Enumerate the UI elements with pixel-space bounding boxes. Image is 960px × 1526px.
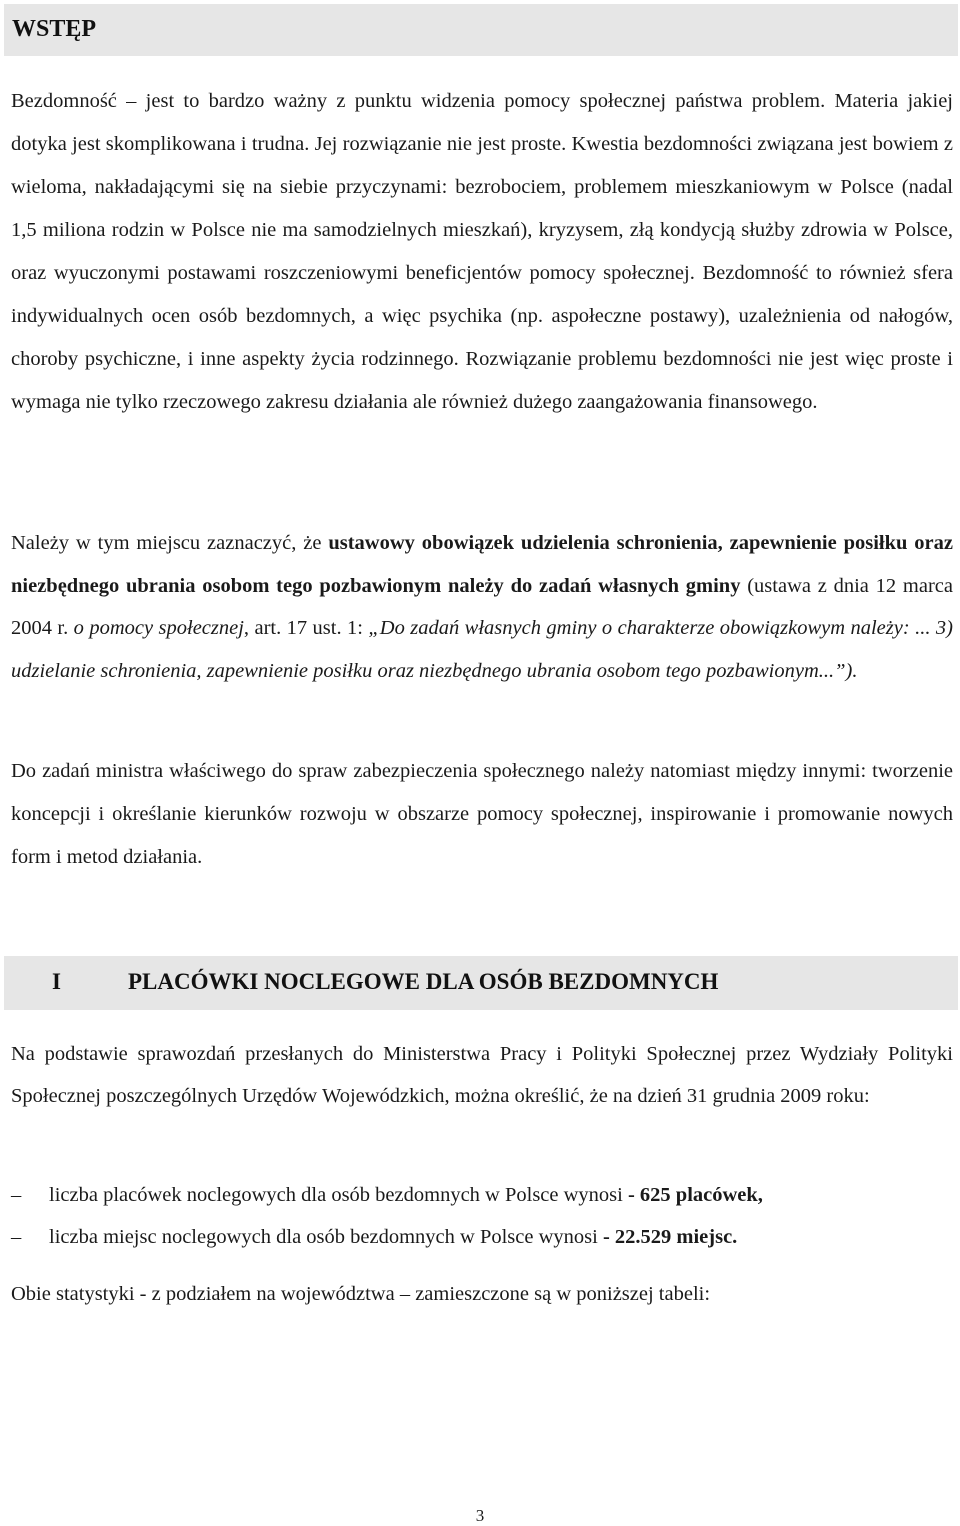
dash-bullet: – bbox=[11, 1184, 22, 1206]
section-title: PLACÓWKI NOCLEGOWE DLA OSÓB BEZDOMNYCH bbox=[128, 969, 719, 994]
list-item bbox=[11, 1216, 953, 1258]
list-item-value: - 22.529 miejsc. bbox=[602, 1226, 738, 1248]
heading-title: WSTĘP bbox=[12, 16, 97, 42]
duty-bold-statement: ustawowy obowiązek udzielenia schronienia, zapewnienie posiłku oraz niezbędnego ubrania osobom tego pozbawionym należy do zadań własnych gminy bbox=[11, 532, 953, 597]
page-number: 3 bbox=[475, 1506, 485, 1525]
duty-paragraph bbox=[11, 522, 953, 692]
list-item-text: liczba miejsc noclegowych dla osób bezdomnych w Polsce wynosi bbox=[49, 1226, 603, 1248]
section-number: I bbox=[52, 969, 61, 994]
act-title: o pomocy społecznej bbox=[73, 617, 244, 639]
section-heading-shelters bbox=[4, 956, 958, 1010]
act-article: , art. 17 ust. 1: bbox=[243, 617, 369, 639]
intro-paragraph: Bezdomność – jest to bardzo ważny z punktu widzenia pomocy społecznej państwa problem. Materia jakiej dotyka jest skomplikowana i trudna. Jej rozwiązanie nie jest proste. Kwestia bezdomności związana jest bowiem z wieloma, nakładającymi się na siebie przyczynami: bezrobociem, problemem mieszkaniowym w Polsce (nadal 1,5 miliona rodzin w Polsce nie ma samodzielnych mieszkań), kryzysem, złą kondycją służby zdrowia w Polsce, oraz wyuczonymi postawami roszczeniowymi beneficjentów pomocy społecznej. Bezdomność to również sfera indywidualnych ocen osób bezdomnych, a więc psychika (np. aspołeczne postawy), uzależnienia od nałogów, choroby psychiczne, i inne aspekty życia rodzinnego. Rozwiązanie problemu bezdomności nie jest więc proste i wymaga nie tylko rzeczowego zakresu działania ale również dużego zaangażowania finansowego. bbox=[11, 90, 953, 413]
list-item-value: - 625 placówek, bbox=[627, 1184, 763, 1206]
minister-paragraph: Do zadań ministra właściwego do spraw zabezpieczenia społecznego należy natomiast między innymi: tworzenie koncepcji i określanie kierunków rozwoju w obszarze pomocy społecznej, inspirowanie i promowanie nowych form i metod działania. bbox=[11, 760, 953, 868]
act-quote: „Do zadań własnych gminy o charakterze obowiązkowym należy: ... 3) udzielanie schronienia, zapewnienie posiłku oraz niezbędnego ubrania osobom tego pozbawionym...”). bbox=[11, 617, 953, 682]
statistics-list bbox=[11, 1174, 953, 1258]
shelters-intro-paragraph: Na podstawie sprawozdań przesłanych do Ministerstwa Pracy i Polityki Społecznej przez Wydziały Polityki Społecznej poszczególnych Urzędów Wojewódzkich, można określić, że na dzień 31 grudnia 2009 roku: bbox=[11, 1043, 953, 1107]
table-reference-paragraph: Obie statystyki - z podziałem na województwa – zamieszczone są w poniższej tabeli: bbox=[11, 1283, 711, 1305]
duty-lead: Należy w tym miejscu zaznaczyć, że bbox=[11, 532, 329, 554]
list-item-text: liczba placówek noclegowych dla osób bezdomnych w Polsce wynosi bbox=[49, 1184, 628, 1206]
section-heading-intro bbox=[4, 4, 958, 56]
act-reference: (ustawa z dnia 12 marca 2004 r. bbox=[11, 574, 953, 639]
dash-bullet: – bbox=[11, 1226, 22, 1248]
list-item bbox=[11, 1174, 953, 1216]
